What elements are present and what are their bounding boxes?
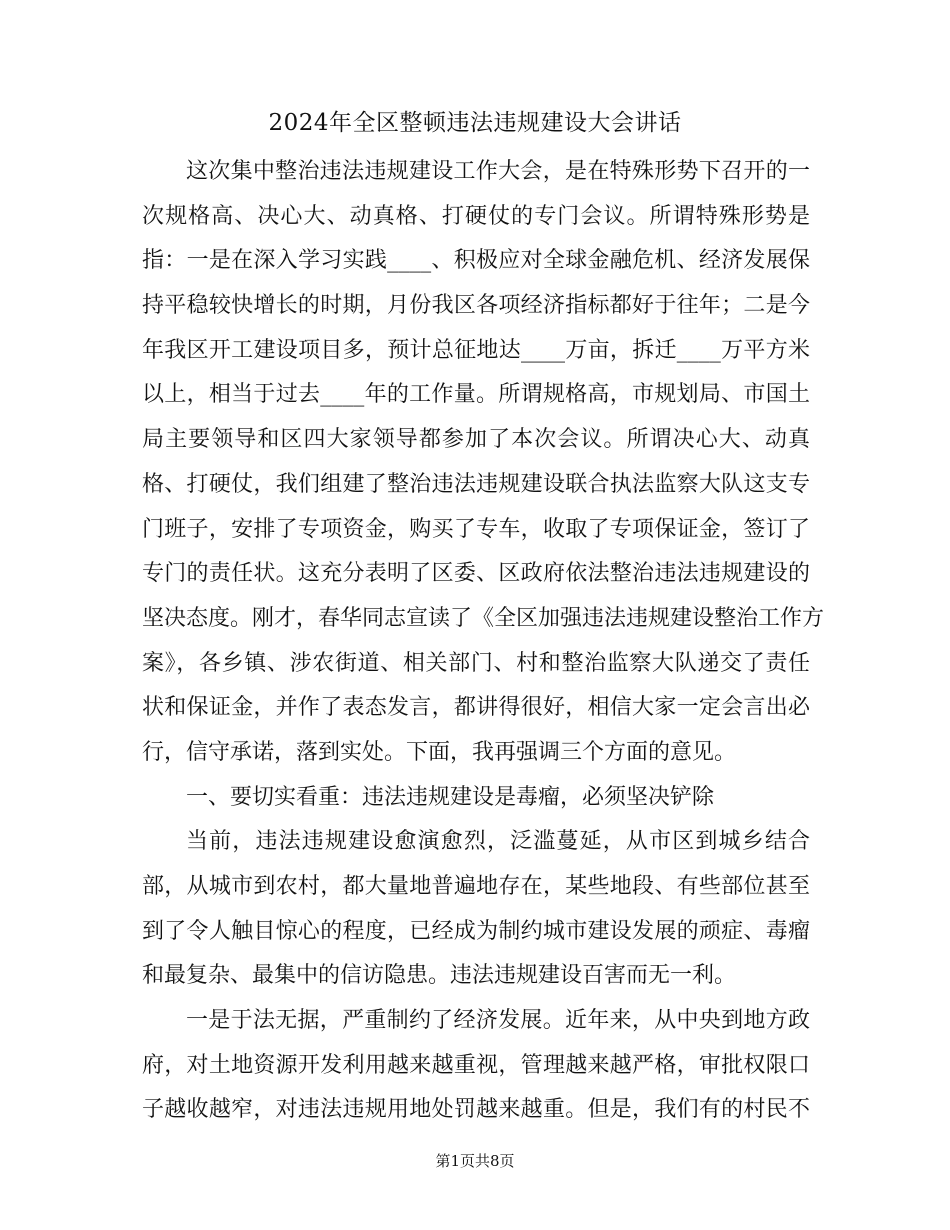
body-line: 状和保证金，并作了表态发言，都讲得很好，相信大家一定会言出必 xyxy=(142,695,810,721)
body-line: 这次集中整治违法违规建设工作大会，是在特殊形势下召开的一 xyxy=(186,159,810,184)
body-line: 子越收越窄，对违法违规用地处罚越来越重。但是，我们有的村民不 xyxy=(142,1097,810,1123)
document-title: 2024年全区整顿违法违规建设大会讲话 xyxy=(268,110,682,136)
body-line: 行，信守承诺，落到实处。下面，我再强调三个方面的意见。 xyxy=(142,739,737,765)
body-line: 和最复杂、最集中的信访隐患。违法违规建设百害而无一利。 xyxy=(142,963,737,989)
document-body xyxy=(142,150,825,1133)
body-line: 局主要领导和区四大家领导都参加了本次会议。所谓决心大、动真 xyxy=(142,427,810,453)
body-line: 案》，各乡镇、涉农街道、相关部门、村和整治监察大队递交了责任 xyxy=(142,650,810,676)
body-line: 专门的责任状。这充分表明了区委、区政府依法整治违法违规建设的 xyxy=(142,561,810,587)
section-heading: 一、要切实看重：违法违规建设是毒瘤，必须坚决铲除 xyxy=(186,784,715,810)
body-line: 以上，相当于过去____年的工作量。所谓规格高，市规划局、市国土 xyxy=(142,382,810,408)
body-line: 指：一是在深入学习实践____、积极应对全球金融危机、经济发展保 xyxy=(142,248,810,274)
body-line: 次规格高、决心大、动真格、打硬仗的专门会议。所谓特殊形势是 xyxy=(142,203,810,229)
body-line: 年我区开工建设项目多，预计总征地达____万亩，拆迁____万平方米 xyxy=(142,337,810,363)
body-line: 持平稳较快增长的时期，月份我区各项经济指标都好于往年；二是今 xyxy=(142,293,810,319)
page-number-footer: 第1页共8页 xyxy=(435,1152,515,1170)
body-line: 门班子，安排了专项资金，购买了专车，收取了专项保证金，签订了 xyxy=(142,516,810,542)
body-line: 一是于法无据，严重制约了经济发展。近年来，从中央到地方政 xyxy=(186,1008,810,1034)
body-line: 当前，违法违规建设愈演愈烈，泛滥蔓延，从市区到城乡结合 xyxy=(186,829,810,855)
body-line: 部，从城市到农村，都大量地普遍地存在，某些地段、有些部位甚至 xyxy=(142,874,810,899)
body-line: 到了令人触目惊心的程度，已经成为制约城市建设发展的顽症、毒瘤 xyxy=(142,918,810,944)
body-line: 府，对土地资源开发利用越来越重视，管理越来越严格，审批权限口 xyxy=(142,1052,810,1078)
body-line: 格、打硬仗，我们组建了整治违法违规建设联合执法监察大队这支专 xyxy=(142,471,810,497)
body-line: 坚决态度。刚才，春华同志宣读了《全区加强违法违规建设整治工作方 xyxy=(142,605,825,631)
